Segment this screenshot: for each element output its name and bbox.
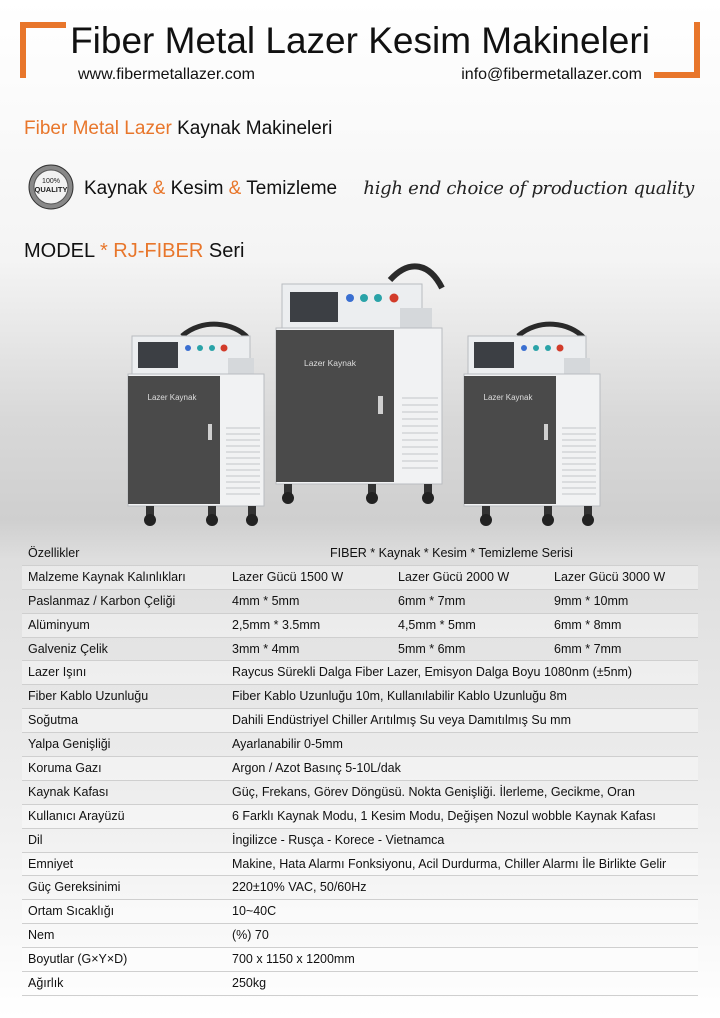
spec-row (22, 900, 698, 924)
spec-row (22, 757, 698, 781)
spec-value: İngilizce - Rusça - Korece - Vietnamca (232, 832, 445, 847)
website-link[interactable]: www.fibermetallazer.com (78, 66, 255, 83)
spec-label: Dil (28, 832, 43, 847)
spec-label: Paslanmaz / Karbon Çeliği (28, 593, 176, 608)
machine-image-left (122, 318, 270, 528)
spec-label: Fiber Kablo Uzunluğu (28, 689, 149, 704)
spec-row-galvanized (22, 638, 698, 662)
spec-label: Kaynak Kafası (28, 784, 109, 799)
spec-value: 700 x 1150 x 1200mm (232, 952, 355, 967)
machine-image-center (270, 258, 448, 508)
spec-value-2000w: Lazer Gücü 2000 W (398, 569, 510, 584)
email-link[interactable]: info@fibermetallazer.com (461, 66, 642, 83)
spec-label: Malzeme Kaynak Kalınlıkları (28, 569, 186, 584)
function-clean: Temizleme (246, 178, 338, 199)
spec-value: Güç, Frekans, Görev Döngüsü. Nokta Genişliği. İlerleme, Gecikme, Oran (232, 784, 635, 799)
spec-label: Ortam Sıcaklığı (28, 904, 115, 919)
function-cut: Kesim (170, 178, 224, 199)
spec-value-2000w: 6mm * 7mm (398, 593, 466, 608)
page-title: Fiber Metal Lazer Kesim Makineleri (70, 20, 650, 61)
model-prefix: MODEL (24, 240, 95, 262)
amp-2: & (223, 178, 247, 199)
spec-row (22, 685, 698, 709)
spec-value: 220±10% VAC, 50/60Hz (232, 880, 367, 895)
spec-value: 6 Farklı Kaynak Modu, 1 Kesim Modu, Değişen Nozul wobble Kaynak Kafası (232, 808, 656, 823)
spec-value: FIBER * Kaynak * Kesim * Temizleme Serisi (330, 546, 573, 560)
spec-value: 10~40C (232, 904, 277, 919)
seal-main-text: QUALITY (34, 185, 68, 194)
spec-table (22, 542, 698, 996)
spec-label: Nem (28, 928, 55, 943)
subtitle-rest: Kaynak Makineleri (171, 118, 333, 139)
slogan: high end choice of production quality (363, 178, 694, 199)
spec-row (22, 924, 698, 948)
machine-image-right (458, 318, 606, 528)
spec-label: Alüminyum (28, 617, 90, 632)
model-name: RJ-FIBER (113, 240, 204, 262)
spec-label: Soğutma (28, 713, 79, 728)
spec-row-thickness (22, 566, 698, 590)
spec-label: Ağırlık (28, 976, 64, 991)
seal-top-text: 100% (42, 178, 60, 185)
spec-row (22, 876, 698, 900)
spec-value-3000w: 9mm * 10mm (554, 593, 629, 608)
spec-header-row (22, 542, 698, 566)
spec-label: Güç Gereksinimi (28, 880, 121, 895)
spec-value-3000w: 6mm * 8mm (554, 617, 622, 632)
spec-row-steel (22, 590, 698, 614)
spec-label: Galveniz Çelik (28, 641, 108, 656)
spec-label: Emniyet (28, 856, 74, 871)
quality-seal-icon (28, 164, 74, 210)
amp-1: & (147, 178, 171, 199)
spec-value-1500w: 3mm * 4mm (232, 641, 300, 656)
spec-row (22, 948, 698, 972)
machine-label-center: Lazer Kaynak (304, 358, 356, 368)
spec-value: (%) 70 (232, 928, 269, 943)
spec-row (22, 781, 698, 805)
model-star: * (94, 240, 114, 262)
spec-value: Makine, Hata Alarmı Fonksiyonu, Acil Durdurma, Chiller Alarmı İle Birlikte Gelir (232, 856, 667, 871)
model-suffix: Seri (203, 240, 245, 262)
function-weld: Kaynak (84, 178, 148, 199)
spec-value-2000w: 5mm * 6mm (398, 641, 466, 656)
spec-value: Argon / Azot Basınç 5-10L/dak (232, 761, 401, 776)
spec-row-aluminum (22, 614, 698, 638)
model-line (24, 240, 244, 263)
spec-row (22, 972, 698, 996)
spec-row (22, 661, 698, 685)
machine-label-right: Lazer Kaynak (483, 393, 533, 402)
spec-value: Fiber Kablo Uzunluğu 10m, Kullanılabilir Kablo Uzunluğu 8m (232, 689, 567, 704)
functions-line (84, 178, 337, 200)
spec-label: Yalpa Genişliği (28, 737, 111, 752)
spec-value-2000w: 4,5mm * 5mm (398, 617, 476, 632)
spec-value: Raycus Sürekli Dalga Fiber Lazer, Emisyon Dalga Boyu 1080nm (±5nm) (232, 665, 633, 680)
spec-label: Lazer Işını (28, 665, 87, 680)
spec-value-3000w: Lazer Gücü 3000 W (554, 569, 666, 584)
spec-label: Boyutlar (G×Y×D) (28, 952, 128, 967)
spec-label: Özellikler (28, 546, 80, 560)
spec-label: Koruma Gazı (28, 761, 102, 776)
spec-row (22, 709, 698, 733)
subtitle-highlight: Fiber Metal Lazer (24, 118, 172, 139)
spec-row (22, 853, 698, 877)
spec-row (22, 829, 698, 853)
spec-row (22, 805, 698, 829)
spec-value-1500w: Lazer Gücü 1500 W (232, 569, 344, 584)
spec-value-1500w: 4mm * 5mm (232, 593, 300, 608)
spec-value-1500w: 2,5mm * 3.5mm (232, 617, 321, 632)
spec-value: 250kg (232, 976, 267, 991)
spec-value: Ayarlanabilir 0-5mm (232, 737, 343, 752)
machine-label-left: Lazer Kaynak (147, 393, 197, 402)
spec-row (22, 733, 698, 757)
spec-value-3000w: 6mm * 7mm (554, 641, 622, 656)
spec-value: Dahili Endüstriyel Chiller Arıtılmış Su veya Damıtılmış Su mm (232, 713, 571, 728)
spec-label: Kullanıcı Arayüzü (28, 808, 125, 823)
subtitle (24, 118, 332, 140)
